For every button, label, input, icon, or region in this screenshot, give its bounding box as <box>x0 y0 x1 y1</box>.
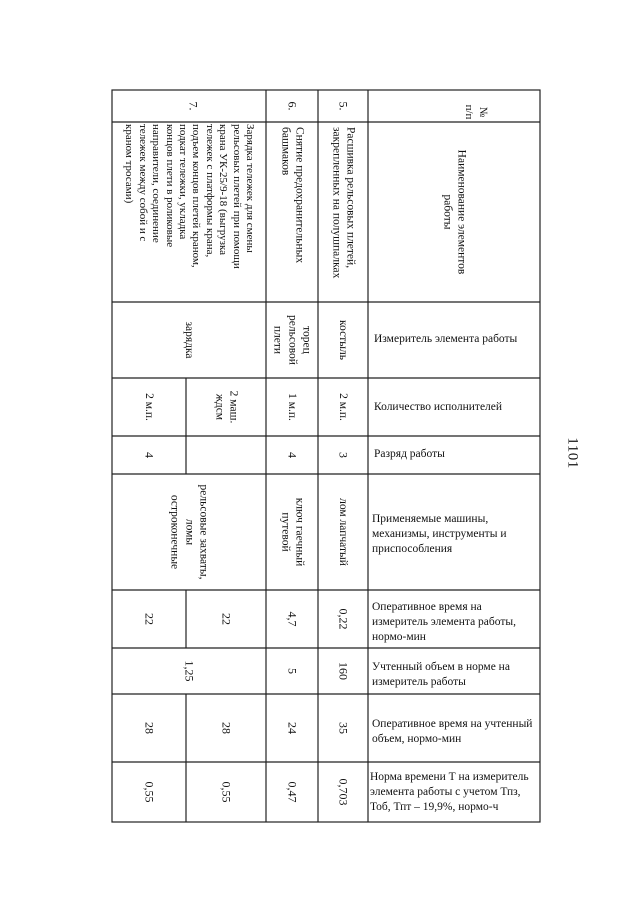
row6-norm: 0,47 <box>285 781 300 803</box>
row7-op-time-a: 22 <box>219 613 234 625</box>
row5-op-time-volume: 35 <box>336 722 351 734</box>
row7-volume: 1,25 <box>182 660 197 682</box>
header-measure: Измеритель элемента работы <box>374 333 518 345</box>
row7-op-time-b: 22 <box>142 613 157 625</box>
row5-executors: 2 м.п. <box>337 393 350 421</box>
row6-measure: торец рельсовой плети <box>271 315 313 365</box>
row5-name: Расшивка рельсовых плетей, закрепленных на полушпалках <box>330 127 357 279</box>
row6-name: Снятие предохранительных башмаков <box>279 127 306 264</box>
row6-grade: 4 <box>285 452 300 458</box>
header-grade: Разряд работы <box>374 448 445 460</box>
row5-grade: 3 <box>336 452 351 458</box>
row7-num: 7. <box>186 101 201 111</box>
row5-norm: 0,703 <box>336 778 351 806</box>
page-number: 1101 <box>564 437 581 469</box>
header-executors: Количество исполнителей <box>374 401 503 413</box>
row6-volume: 5 <box>285 668 300 674</box>
header-volume: Учтенный объем в норме на измеритель работы <box>372 661 510 688</box>
row7-grade-b: 4 <box>142 452 157 458</box>
row5-op-time: 0,22 <box>336 608 351 630</box>
row5-num: 5. <box>336 101 351 111</box>
row5-measure: костыль <box>337 320 350 360</box>
header-op-time: Оперативное время на измеритель элемента работы, нормо-мин <box>372 601 516 643</box>
header-norm: Норма времени Т на измеритель элемента работы с учетом Тпз, Тоб, Тпт – 19,9%, нормо-ч <box>370 771 529 813</box>
header-tools: Применяемые машины, механизмы, инструменты и приспособления <box>372 513 507 555</box>
header-op-time-volume: Оперативное время на учтенный объем, нормо-мин <box>372 718 533 745</box>
row7-tools: рельсовые захваты, ломы остроконечные <box>168 484 210 580</box>
row7-executors-a: 2 маш. ждсм <box>213 390 240 424</box>
row7-norm-a: 0,55 <box>219 781 234 803</box>
row6-op-time: 4,7 <box>285 611 300 627</box>
row6-num: 6. <box>285 101 300 111</box>
row6-tools: ключ гаечный путевой <box>279 497 306 567</box>
row5-tools: лом лапчатый <box>337 498 350 566</box>
row7-op-time-volume-b: 28 <box>142 722 157 734</box>
row7-name: Зарядка тележек для смены рельсовых плетей при помощи крана УК-25/9-18 (выгрузка тележек с платформы крана, подъем концов плетей краном, подкат тележки, укладка концов плети в роликовые направители, соединение тележек между собой и с краном тросами) <box>123 124 257 269</box>
row6-executors: 1 м.п. <box>286 393 299 421</box>
row7-measure: зарядка <box>183 321 196 359</box>
header-num: № п/п <box>463 104 489 120</box>
row7-norm-b: 0,55 <box>142 781 157 803</box>
row7-op-time-volume-a: 28 <box>219 722 234 734</box>
header-name: Наименование элементов работы <box>441 149 468 275</box>
row7-executors-b: 2 м.п. <box>143 393 156 421</box>
row6-op-time-volume: 24 <box>285 722 300 734</box>
row5-volume: 160 <box>336 662 351 680</box>
